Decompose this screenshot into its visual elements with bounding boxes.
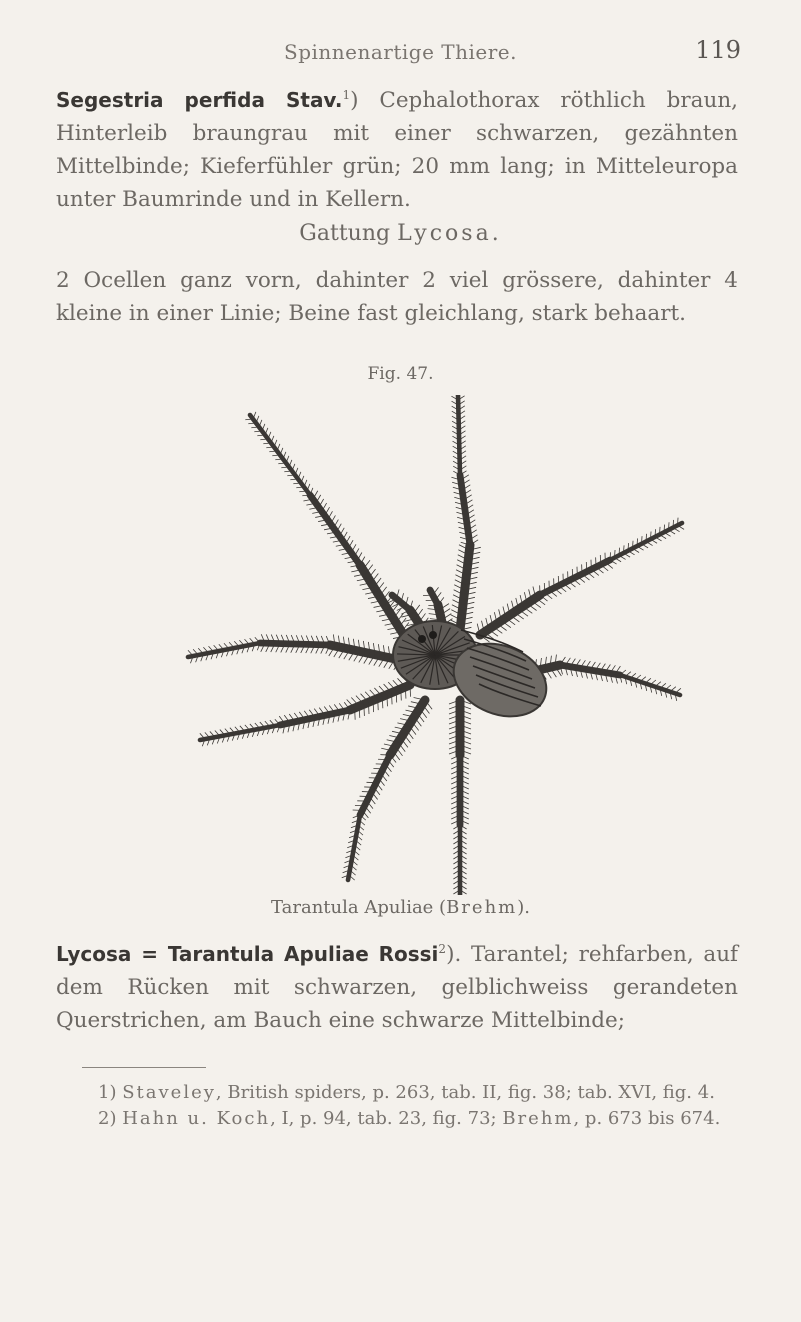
footnote-2 [56,1106,728,1132]
footnote-divider [82,1067,206,1068]
caption-suffix: ). [517,897,530,918]
footnote-2-author-2: Brehm [502,1108,574,1129]
page-number: 119 [695,36,741,64]
species-name-segestria: Segestria perfida Stav. [56,88,343,112]
page-header [0,30,801,70]
footnote-2-number: 2) [98,1108,123,1129]
segestria-description: ) Cephalothorax röthlich braun, Hinterleib braungrau mit einer schwarzen, gezähnten Mittelbinde; Kieferfühler grün; 20 mm lang; in Mitteleuropa unter Baumrinde und in Kellern. [56,88,739,212]
mid-left-leg [188,634,400,670]
figure-caption [0,897,801,918]
figure-label: Fig. 47. [367,364,434,384]
caption-author: Brehm [446,897,518,918]
footnote-2-author: Hahn u. Koch [122,1108,271,1129]
eye [418,635,426,643]
footnote-1 [56,1080,728,1106]
front-left-leg [245,412,417,648]
genus-heading [0,221,801,246]
genus-description-text: 2 Ocellen ganz vorn, dahinter 2 viel grössere, dahinter 4 kleine in einer Linie; Beine fast gleichlang, stark behaart. [56,268,738,326]
lycosa-paragraph [56,938,738,1037]
eye [429,631,437,639]
genus-name: Lycosa. [397,221,502,246]
footnote-2-reference: , I, p. 94, tab. 23, fig. 73; [270,1108,503,1129]
genus-prefix: Gattung [299,221,398,246]
footnote-1-author: Staveley [122,1082,216,1103]
footnote-1-number: 1) [98,1082,123,1103]
genus-description [56,264,738,330]
footnote-mark-1: 1 [342,87,351,102]
footnotes [56,1080,728,1132]
lycosa-description: ). Tarantel; rehfarben, auf dem Rücken mit schwarzen, gelblichweiss gerandeten Querstrichen, am Bauch eine schwarze Mittelbinde; [56,942,738,1033]
segestria-paragraph [56,84,738,216]
footnote-1-text: , British spiders, p. 263, tab. II, fig. 38; tab. XVI, fig. 4. [215,1082,715,1103]
species-name-lycosa: Lycosa = Tarantula Apuliae Rossi [56,942,439,966]
tarantula-illustration [160,395,720,895]
front-right-leg [450,395,481,630]
rear-left-leg-2 [342,697,432,880]
running-title: Spinnenartige Thiere. [284,40,517,64]
mid-right-leg [477,518,684,642]
rear-left-leg-1 [200,676,411,746]
footnote-2-text: , p. 673 bis 674. [573,1108,721,1129]
caption-title: Tarantula Apuliae ( [271,897,447,918]
rear-right-leg-2 [449,700,471,895]
footnote-mark-2: 2 [438,941,447,956]
spider-drawing [160,395,720,895]
